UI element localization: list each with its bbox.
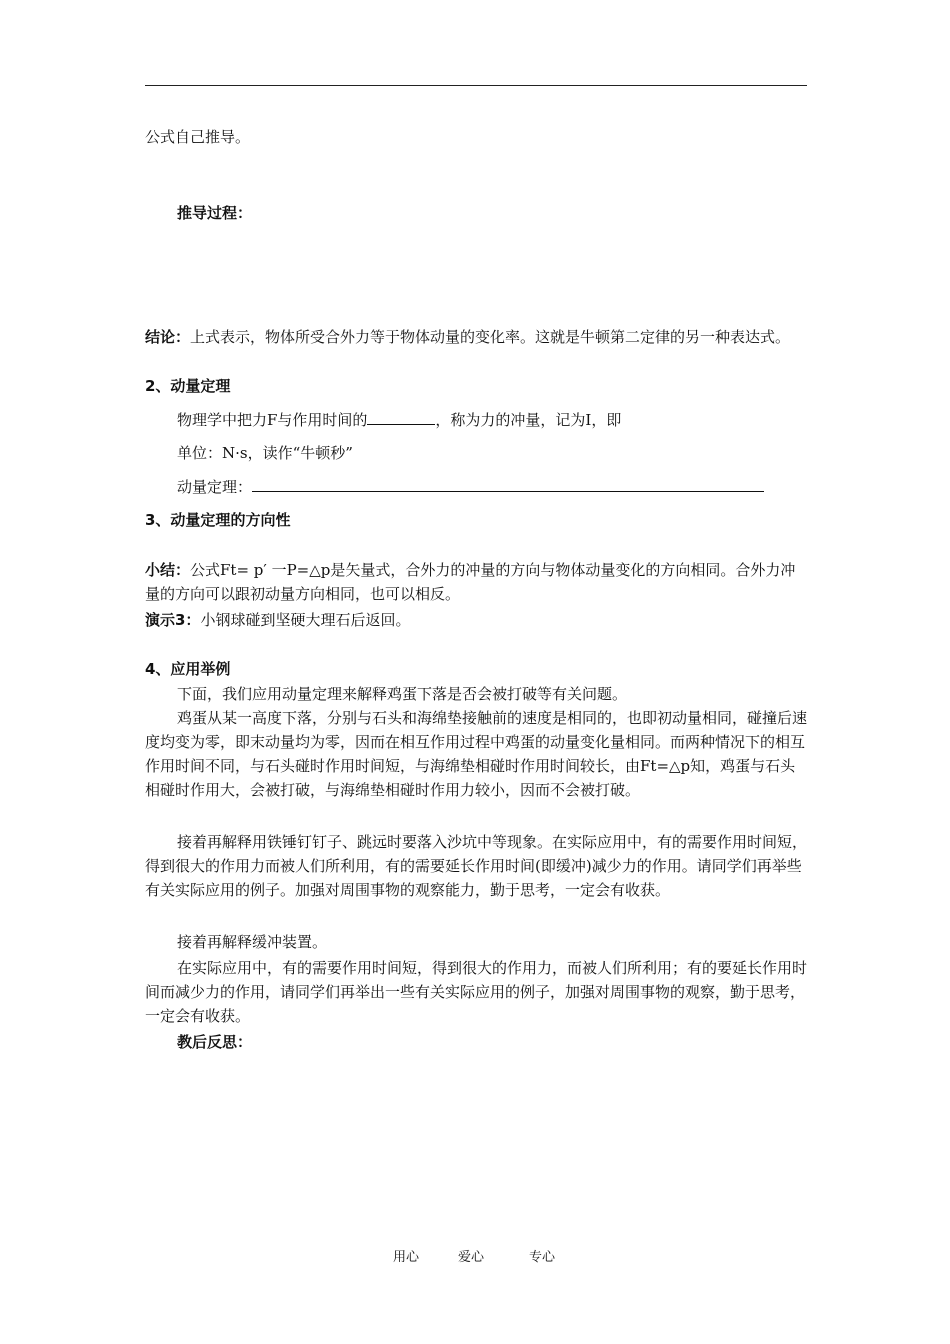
reflection-heading: 教后反思：: [177, 1033, 253, 1051]
conclusion-paragraph: [145, 325, 807, 349]
section4-paragraph-4: 接着再解释缓冲装置。: [177, 933, 328, 951]
section4-paragraph-1: 下面，我们应用动量定理来解释鸡蛋下落是否会被打破等有关问题。: [177, 685, 628, 703]
theorem-label: 动量定理：: [177, 478, 253, 496]
impulse-blank: [367, 410, 435, 425]
impulse-text-after: ，称为力的冲量，记为I，即: [435, 411, 622, 429]
section3-heading: 3、动量定理的方向性: [145, 511, 291, 529]
intro-text: 公式自己推导。: [145, 128, 251, 146]
unit-text: 单位：N·s，读作“牛顿秒”: [177, 444, 353, 462]
demo-text: 小钢球碰到坚硬大理石后返回。: [200, 611, 411, 629]
footer-item-3: 专心: [529, 1250, 556, 1265]
derivation-heading: 推导过程：: [177, 204, 253, 222]
conclusion-text: 上式表示，物体所受合外力等于物体动量的变化率。这就是牛顿第二定律的另一种表达式。: [190, 328, 791, 346]
footer-item-2: 爱心: [458, 1250, 485, 1265]
footer-item-1: 用心: [393, 1250, 420, 1265]
summary-paragraph: [145, 558, 807, 606]
impulse-text-before: 物理学中把力F与作用时间的: [177, 411, 368, 429]
section2-heading: 2、动量定理: [145, 377, 231, 395]
theorem-blank: [252, 477, 764, 492]
demo-label: 演示3：: [145, 611, 201, 629]
header-rule: [145, 85, 807, 86]
section4-paragraph-3: 接着再解释用铁锤钉钉子、跳远时要落入沙坑中等现象。在实际应用中，有的需要作用时间短，得到很大的作用力而被人们所利用，有的需要延长作用时间(即缓冲)减少力的作用。请同学们再举些有关实际应用的例子。加强对周围事物的观察能力，勤于思考，一定会有收获。: [145, 833, 808, 899]
summary-text: 公式Ft= p′ 一P=△p是矢量式，合外力的冲量的方向与物体动量变化的方向相同。合外力冲量的方向可以跟初动量方向相同，也可以相反。: [145, 561, 796, 603]
section4-paragraph-5: 在实际应用中，有的需要作用时间短，得到很大的作用力，而被人们所利用；有的要延长作用时间而减少力的作用，请同学们再举出一些有关实际应用的例子，加强对周围事物的观察，勤于思考，一定会有收获。: [145, 959, 808, 1025]
section4-heading: 4、应用举例: [145, 660, 231, 678]
section4-paragraph-2: 鸡蛋从某一高度下落，分别与石头和海绵垫接触前的速度是相同的，也即初动量相同，碰撞后速度均变为零，即末动量均为零，因而在相互作用过程中鸡蛋的动量变化量相同。而两种情况下的相互作用时间不同，与石头碰时作用时间短，与海绵垫相碰时作用时间较长，由Ft=△p知，鸡蛋与石头相碰时作用大，会被打破，与海绵垫相碰时作用力较小，因而不会被打破。: [145, 709, 808, 799]
conclusion-label: 结论：: [145, 328, 191, 346]
impulse-definition: [177, 408, 839, 432]
summary-label: 小结：: [145, 561, 191, 579]
theorem-line: [177, 475, 839, 499]
demo-paragraph: [145, 608, 807, 632]
